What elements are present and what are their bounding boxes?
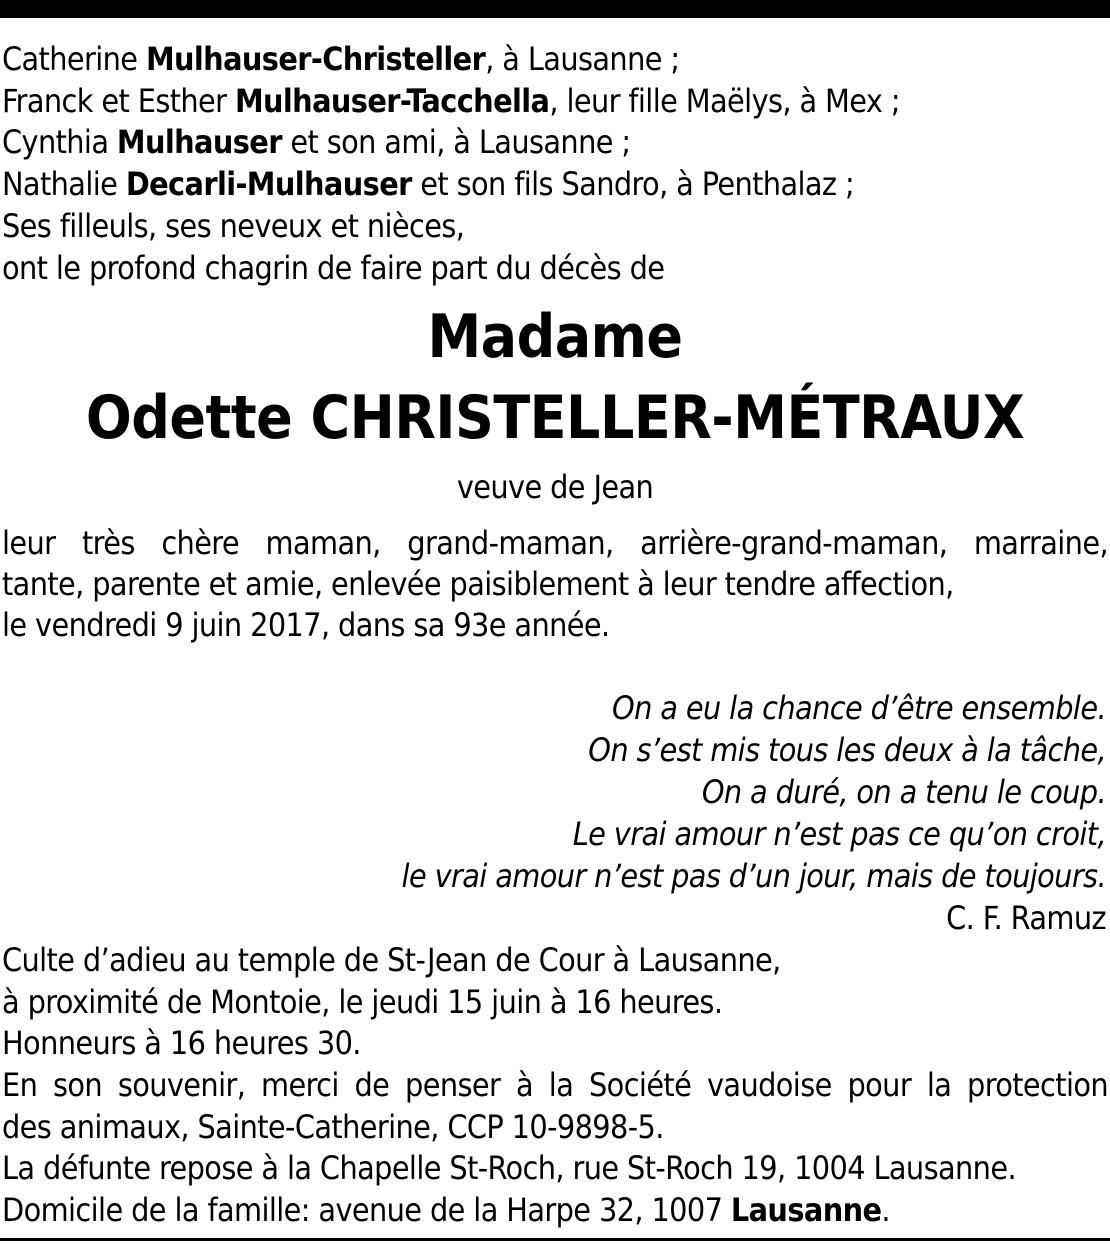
title-madame: Madame (427, 302, 683, 372)
poem-line: On a duré, on a tenu le coup. (701, 773, 1106, 811)
domicile-line: Domicile de la famille: avenue de la Harpe 32, 1007 Lausanne. (2, 1191, 890, 1229)
poem-author: C. F. Ramuz (946, 899, 1106, 937)
description-line: le vendredi 9 juin 2017, dans sa 93e année. (2, 606, 610, 644)
widow-of: veuve de Jean (456, 468, 654, 506)
donation-line: des animaux, Sainte-Catherine, CCP 10-9898-5. (2, 1108, 664, 1146)
service-line: à proximité de Montoie, le jeudi 15 juin à 16 heures. (2, 983, 723, 1021)
announce-line: ont le profond chagrin de faire part du décès de (2, 249, 665, 287)
poem-line: On a eu la chance d’être ensemble. (612, 689, 1106, 727)
service-line: Culte d’adieu au temple de St-Jean de Cour à Lausanne, (2, 941, 781, 979)
family-line: Nathalie Decarli-Mulhauser et son fils Sandro, à Penthalaz ; (2, 165, 855, 203)
service-line: Honneurs à 16 heures 30. (2, 1024, 361, 1062)
bottom-rule (0, 1238, 1110, 1241)
top-rule (0, 0, 1110, 18)
deceased-name: Odette CHRISTELLER-MÉTRAUX (85, 383, 1025, 453)
godchildren-line: Ses filleuls, ses neveux et nièces, (2, 207, 465, 245)
family-line: Franck et Esther Mulhauser-Tacchella, leur fille Maëlys, à Mex ; (2, 82, 900, 120)
poem-line: le vrai amour n’est pas d’un jour, mais de toujours. (401, 857, 1106, 895)
poem-line: On s’est mis tous les deux à la tâche, (588, 731, 1106, 769)
family-line: Cynthia Mulhauser et son ami, à Lausanne ; (2, 123, 631, 161)
donation-line: En son souvenir, merci de penser à la Société vaudoise pour la protection (2, 1066, 1108, 1104)
poem-line: Le vrai amour n’est pas ce qu’on croit, (572, 815, 1106, 853)
description-line: leur très chère maman, grand-maman, arrière-grand-maman, marraine, (2, 524, 1108, 562)
rest-line: La défunte repose à la Chapelle St-Roch, rue St-Roch 19, 1004 Lausanne. (2, 1149, 1016, 1187)
family-line: Catherine Mulhauser-Christeller, à Lausanne ; (2, 40, 680, 78)
description-line: tante, parente et amie, enlevée paisiblement à leur tendre affection, (2, 565, 954, 603)
